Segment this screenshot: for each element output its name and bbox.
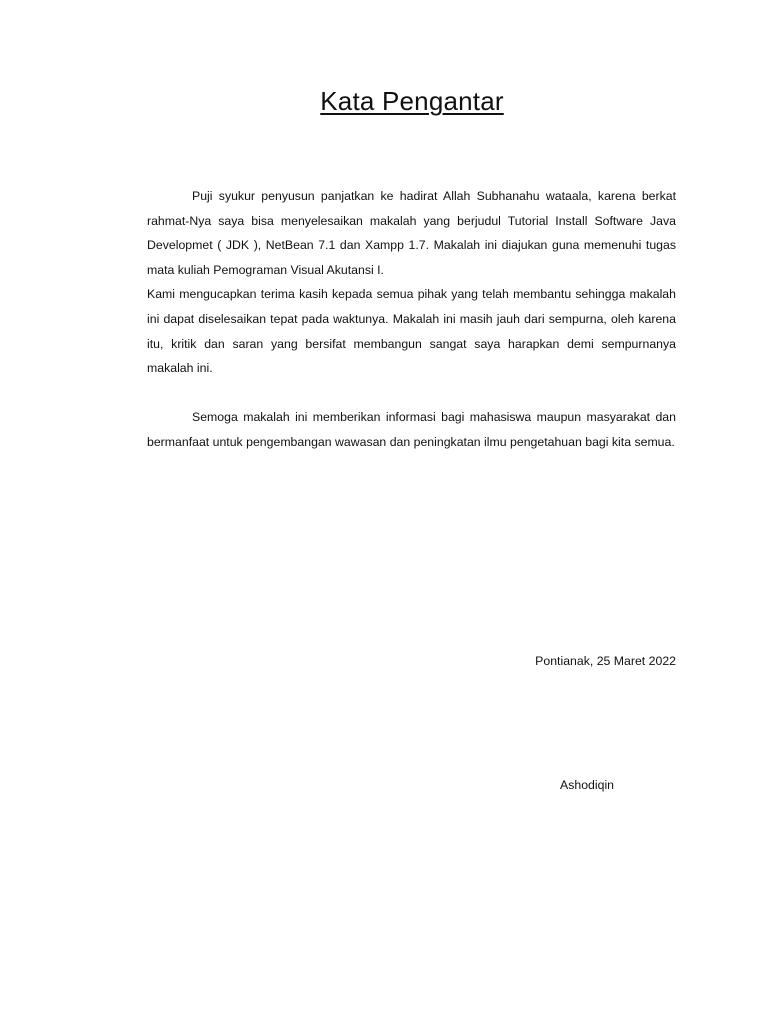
document-body	[147, 184, 676, 455]
paragraph-closing: Semoga makalah ini memberikan informasi bagi mahasiswa maupun masyarakat dan bermanfaat untuk pengembangan wawasan dan peningkatan ilmu pengetahuan bagi kita semua.	[147, 410, 676, 449]
paragraph-gratitude: Puji syukur penyusun panjatkan ke hadirat Allah Subhanahu wataala, karena berkat rahmat-Nya saya bisa menyelesaikan makalah yang berjudul Tutorial Install Software Java Developmet ( JDK ), NetBean 7.1 dan Xampp 1.7. Makalah ini diajukan guna memenuhi tugas mata kuliah Pemograman Visual Akutansi I.	[147, 189, 676, 277]
paragraph-spacer	[147, 381, 676, 406]
paragraph-thanks: Kami mengucapkan terima kasih kepada semua pihak yang telah membantu sehingga makalah ini dapat diselesaikan tepat pada waktunya. Makalah ini masih jauh dari sempurna, oleh karena itu, kritik dan saran yang bersifat membangun sangat saya harapkan demi sempurnanya makalah ini.	[147, 287, 676, 376]
place-date: Pontianak, 25 Maret 2022	[535, 654, 676, 668]
document-title: Kata Pengantar	[320, 86, 504, 116]
signer-name: Ashodiqin	[560, 778, 615, 792]
